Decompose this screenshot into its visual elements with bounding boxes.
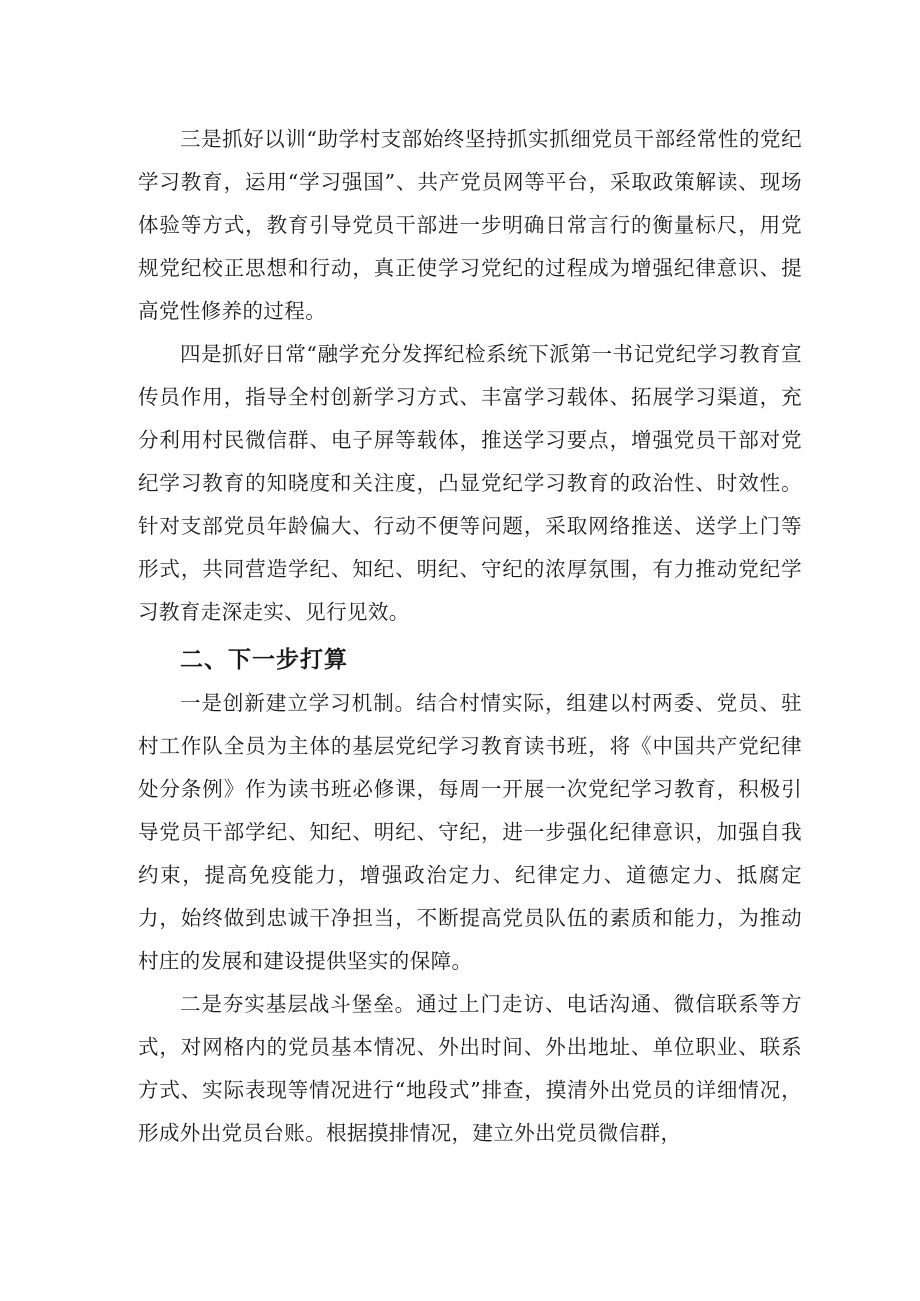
section-heading: 二、下一步打算: [180, 647, 348, 673]
paragraph-next-two: 二是夯实基层战斗堡垒。通过上门走访、电话沟通、微信联系等方式，对网格内的党员基本情况、外出时间、外出地址、单位职业、联系方式、实际表现等情况进行“地段式”排查，摸清外出党员的详细情况，形成外出党员台账。根据摸排情况，建立外出党员微信群，: [138, 992, 802, 1145]
document-page: [138, 118, 802, 1155]
paragraph-three: 三是抓好以训“助学村支部始终坚持抓实抓细党员干部经常性的党纪学习教育，运用“学习强国”、共产党员网等平台，采取政策解读、现场体验等方式，教育引导党员干部进一步明确日常言行的衡量标尺，用党规党纪校正思想和行动，真正使学习党纪的过程成为增强纪律意识、提高党性修养的过程。: [138, 127, 802, 323]
paragraph-next-one: 一是创新建立学习机制。结合村情实际，组建以村两委、党员、驻村工作队全员为主体的基层党纪学习教育读书班，将《中国共产党纪律处分条例》作为读书班必修课，每周一开展一次党纪学习教育，积极引导党员干部学纪、知纪、明纪、守纪，进一步强化纪律意识，加强自我约束，提高免疫能力，增强政治定力、纪律定力、道德定力、抵腐定力，始终做到忠诚干净担当，不断提高党员队伍的素质和能力，为推动村庄的发展和建设提供坚实的保障。: [138, 691, 802, 973]
paragraph-four: 四是抓好日常“融学充分发挥纪检系统下派第一书记党纪学习教育宣传员作用，指导全村创新学习方式、丰富学习载体、拓展学习渠道，充分利用村民微信群、电子屏等载体，推送学习要点，增强党员干部对党纪学习教育的知晓度和关注度，凸显党纪学习教育的政治性、时效性。针对支部党员年龄偏大、行动不便等问题，采取网络推送、送学上门等形式，共同营造学纪、知纪、明纪、守纪的浓厚氛围，有力推动党纪学习教育走深走实、见行见效。: [138, 342, 802, 624]
